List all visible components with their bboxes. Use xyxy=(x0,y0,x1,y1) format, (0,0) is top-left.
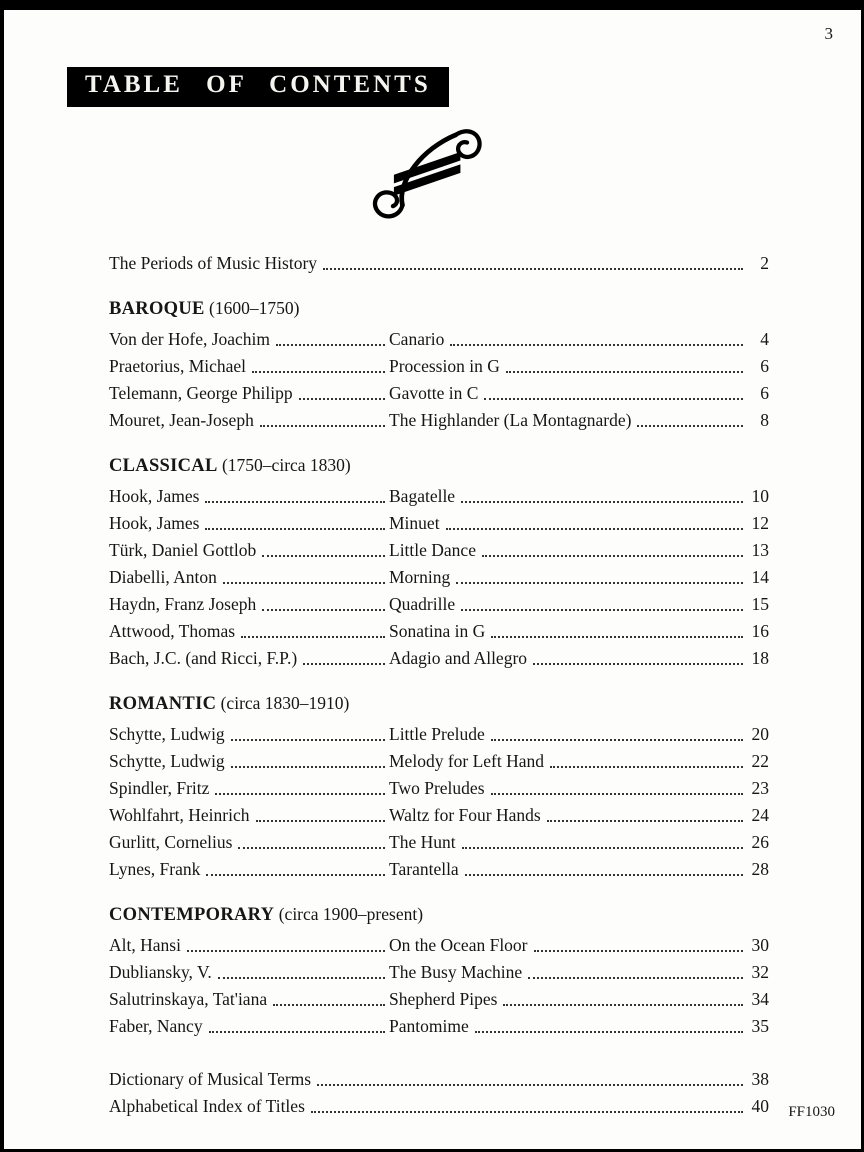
page-ref: 6 xyxy=(760,383,769,403)
piece-title: Adagio and Allegro xyxy=(389,648,528,668)
composer-cell xyxy=(109,483,389,510)
leader-dots xyxy=(231,766,385,768)
leader-dots xyxy=(238,847,385,849)
title-cell xyxy=(389,748,769,775)
toc-row xyxy=(109,380,769,407)
section-name: CONTEMPORARY xyxy=(109,905,275,925)
toc-row xyxy=(109,483,769,510)
page-ref: 38 xyxy=(751,1069,769,1089)
leader-dots xyxy=(484,398,743,400)
title-cell xyxy=(389,1013,769,1040)
piece-title: Little Dance xyxy=(389,540,476,560)
title-cell xyxy=(389,802,769,829)
composer-name: Türk, Daniel Gottlob xyxy=(109,540,257,560)
leader-dots xyxy=(311,1111,743,1113)
piece-title: Procession in G xyxy=(389,356,500,376)
page-ref: 40 xyxy=(751,1096,769,1116)
piece-title: The Highlander (La Montagnarde) xyxy=(389,410,632,430)
entry-label: The Periods of Music History xyxy=(109,253,318,273)
composer-cell xyxy=(109,353,389,380)
leader-dots xyxy=(528,977,743,979)
page-ref: 16 xyxy=(751,621,769,641)
composer-cell xyxy=(109,829,389,856)
composer-cell xyxy=(109,537,389,564)
toc-row xyxy=(109,1093,769,1120)
composer-cell xyxy=(109,618,389,645)
toc-outro xyxy=(109,1066,769,1120)
piece-title: Waltz for Four Hands xyxy=(389,805,541,825)
leader-dots xyxy=(187,950,385,952)
leader-dots xyxy=(465,874,743,876)
section-era: (circa 1830–1910) xyxy=(216,693,350,713)
leader-dots xyxy=(461,609,743,611)
piece-title: Minuet xyxy=(389,513,440,533)
toc-row xyxy=(109,326,769,353)
piece-title: Canario xyxy=(389,329,445,349)
section-heading xyxy=(109,688,769,718)
leader-dots xyxy=(491,793,744,795)
composer-cell xyxy=(109,802,389,829)
piece-title: Gavotte in C xyxy=(389,383,479,403)
toc-row xyxy=(109,932,769,959)
piece-title: Sonatina in G xyxy=(389,621,486,641)
section-era: (1600–1750) xyxy=(204,298,300,318)
leader-dots xyxy=(241,636,385,638)
toc-row xyxy=(109,1013,769,1040)
composer-name: Spindler, Fritz xyxy=(109,778,210,798)
leader-dots xyxy=(547,820,743,822)
piece-title: Pantomime xyxy=(389,1016,469,1036)
page-ref: 34 xyxy=(751,989,769,1009)
piece-title: Two Preludes xyxy=(389,778,485,798)
toc-row xyxy=(109,959,769,986)
title-cell xyxy=(389,829,769,856)
leader-dots xyxy=(475,1031,743,1033)
composer-cell xyxy=(109,986,389,1013)
leader-dots xyxy=(273,1004,385,1006)
piece-title: Morning xyxy=(389,567,451,587)
composer-name: Gurlitt, Cornelius xyxy=(109,832,233,852)
section-era: (1750–circa 1830) xyxy=(217,455,351,475)
leader-dots xyxy=(262,609,385,611)
title-cell xyxy=(389,326,769,353)
leader-dots xyxy=(205,501,385,503)
toc-row xyxy=(109,250,769,277)
composer-name: Dubliansky, V. xyxy=(109,962,212,982)
leader-dots xyxy=(482,555,743,557)
page-ref: 26 xyxy=(751,832,769,852)
toc-row xyxy=(109,986,769,1013)
leader-dots xyxy=(637,425,743,427)
toc-row xyxy=(109,537,769,564)
composer-cell xyxy=(109,645,389,672)
page-ref: 12 xyxy=(751,513,769,533)
toc-row xyxy=(109,829,769,856)
page-ref: 10 xyxy=(751,486,769,506)
section-era: (circa 1900–present) xyxy=(274,904,424,924)
piece-title: On the Ocean Floor xyxy=(389,935,528,955)
leader-dots xyxy=(534,950,743,952)
piece-title: The Hunt xyxy=(389,832,456,852)
title-cell xyxy=(389,483,769,510)
composer-cell xyxy=(109,510,389,537)
leader-dots xyxy=(506,371,743,373)
composer-name: Diabelli, Anton xyxy=(109,567,217,587)
leader-dots xyxy=(262,555,385,557)
piece-title: Melody for Left Hand xyxy=(389,751,545,771)
toc-row xyxy=(109,1066,769,1093)
page-ref: 6 xyxy=(760,356,769,376)
composer-name: Wohlfahrt, Heinrich xyxy=(109,805,250,825)
music-flourish-icon xyxy=(368,114,492,228)
toc-row xyxy=(109,721,769,748)
section-heading xyxy=(109,450,769,480)
entry-label: Dictionary of Musical Terms xyxy=(109,1069,312,1089)
page-number: 3 xyxy=(824,24,833,43)
title-cell xyxy=(389,537,769,564)
entry-label: Alphabetical Index of Titles xyxy=(109,1096,305,1116)
composer-cell xyxy=(109,959,389,986)
leader-dots xyxy=(252,371,385,373)
title-cell xyxy=(389,510,769,537)
leader-dots xyxy=(260,425,385,427)
leader-dots xyxy=(256,820,386,822)
composer-name: Hook, James xyxy=(109,513,200,533)
leader-dots xyxy=(550,766,743,768)
leader-dots xyxy=(218,977,385,979)
leader-dots xyxy=(491,739,743,741)
title-cell xyxy=(389,380,769,407)
toc-row xyxy=(109,856,769,883)
leader-dots xyxy=(231,739,385,741)
page-ref: 28 xyxy=(751,859,769,879)
title-cell xyxy=(389,407,769,434)
leader-dots xyxy=(323,268,743,270)
section-name: CLASSICAL xyxy=(109,456,218,476)
piece-title: Bagatelle xyxy=(389,486,456,506)
leader-dots xyxy=(205,528,385,530)
toc-row xyxy=(109,802,769,829)
page-ref: 24 xyxy=(751,805,769,825)
composer-name: Haydn, Franz Joseph xyxy=(109,594,257,614)
toc-row xyxy=(109,645,769,672)
toc-row xyxy=(109,591,769,618)
piece-title: Little Prelude xyxy=(389,724,485,744)
title-cell xyxy=(389,645,769,672)
composer-name: Schytte, Ludwig xyxy=(109,751,225,771)
composer-name: Salutrinskaya, Tat'iana xyxy=(109,989,268,1009)
piece-title: Tarantella xyxy=(389,859,459,879)
toc-row xyxy=(109,618,769,645)
composer-name: Faber, Nancy xyxy=(109,1016,203,1036)
page-ref: 23 xyxy=(751,778,769,798)
toc-row xyxy=(109,564,769,591)
toc-row xyxy=(109,353,769,380)
composer-name: Alt, Hansi xyxy=(109,935,181,955)
page-ref: 30 xyxy=(751,935,769,955)
composer-name: Lynes, Frank xyxy=(109,859,201,879)
toc-body xyxy=(109,250,769,1120)
title-cell xyxy=(389,856,769,883)
page-ref: 8 xyxy=(760,410,769,430)
page-ref: 20 xyxy=(751,724,769,744)
leader-dots xyxy=(276,344,385,346)
leader-dots xyxy=(533,663,743,665)
page-ref: 22 xyxy=(751,751,769,771)
title-cell xyxy=(389,353,769,380)
title-cell xyxy=(389,932,769,959)
composer-cell xyxy=(109,380,389,407)
composer-name: Bach, J.C. (and Ricci, F.P.) xyxy=(109,648,298,668)
page-ref: 13 xyxy=(751,540,769,560)
leader-dots xyxy=(317,1084,743,1086)
composer-cell xyxy=(109,407,389,434)
leader-dots xyxy=(303,663,385,665)
composer-name: Attwood, Thomas xyxy=(109,621,236,641)
leader-dots xyxy=(503,1004,743,1006)
composer-cell xyxy=(109,1013,389,1040)
section-name: ROMANTIC xyxy=(109,694,217,714)
leader-dots xyxy=(491,636,743,638)
title-cell xyxy=(389,986,769,1013)
composer-cell xyxy=(109,748,389,775)
piece-title: Shepherd Pipes xyxy=(389,989,498,1009)
composer-cell xyxy=(109,932,389,959)
composer-name: Mouret, Jean-Joseph xyxy=(109,410,254,430)
page-ref: 4 xyxy=(760,329,769,349)
leader-dots xyxy=(461,501,743,503)
leader-dots xyxy=(456,582,743,584)
leader-dots xyxy=(446,528,743,530)
composer-name: Hook, James xyxy=(109,486,200,506)
toc-row xyxy=(109,775,769,802)
leader-dots xyxy=(206,874,385,876)
toc-row xyxy=(109,748,769,775)
toc-row xyxy=(109,510,769,537)
page-ref: 18 xyxy=(751,648,769,668)
piece-title: Quadrille xyxy=(389,594,456,614)
composer-cell xyxy=(109,591,389,618)
leader-dots xyxy=(450,344,743,346)
section-heading xyxy=(109,899,769,929)
toc-row xyxy=(109,407,769,434)
title-cell xyxy=(389,959,769,986)
page-ref: 35 xyxy=(751,1016,769,1036)
section-name: BAROQUE xyxy=(109,299,205,319)
composer-name: Von der Hofe, Joachim xyxy=(109,329,271,349)
leader-dots xyxy=(462,847,743,849)
toc-title: TABLE OF CONTENTS xyxy=(67,67,449,107)
composer-name: Praetorius, Michael xyxy=(109,356,247,376)
piece-title: The Busy Machine xyxy=(389,962,523,982)
composer-name: Telemann, George Philipp xyxy=(109,383,293,403)
title-cell xyxy=(389,618,769,645)
section-heading xyxy=(109,293,769,323)
composer-cell xyxy=(109,856,389,883)
composer-cell xyxy=(109,564,389,591)
leader-dots xyxy=(215,793,385,795)
title-cell xyxy=(389,564,769,591)
composer-cell xyxy=(109,775,389,802)
page-ref: 14 xyxy=(751,567,769,587)
footer-code: FF1030 xyxy=(788,1104,835,1120)
title-cell xyxy=(389,775,769,802)
composer-cell xyxy=(109,721,389,748)
page-ref: 2 xyxy=(760,253,769,273)
page-ref: 32 xyxy=(751,962,769,982)
title-cell xyxy=(389,591,769,618)
leader-dots xyxy=(299,398,385,400)
leader-dots xyxy=(223,582,385,584)
page-ref: 15 xyxy=(751,594,769,614)
leader-dots xyxy=(209,1031,385,1033)
composer-cell xyxy=(109,326,389,353)
title-cell xyxy=(389,721,769,748)
composer-name: Schytte, Ludwig xyxy=(109,724,225,744)
